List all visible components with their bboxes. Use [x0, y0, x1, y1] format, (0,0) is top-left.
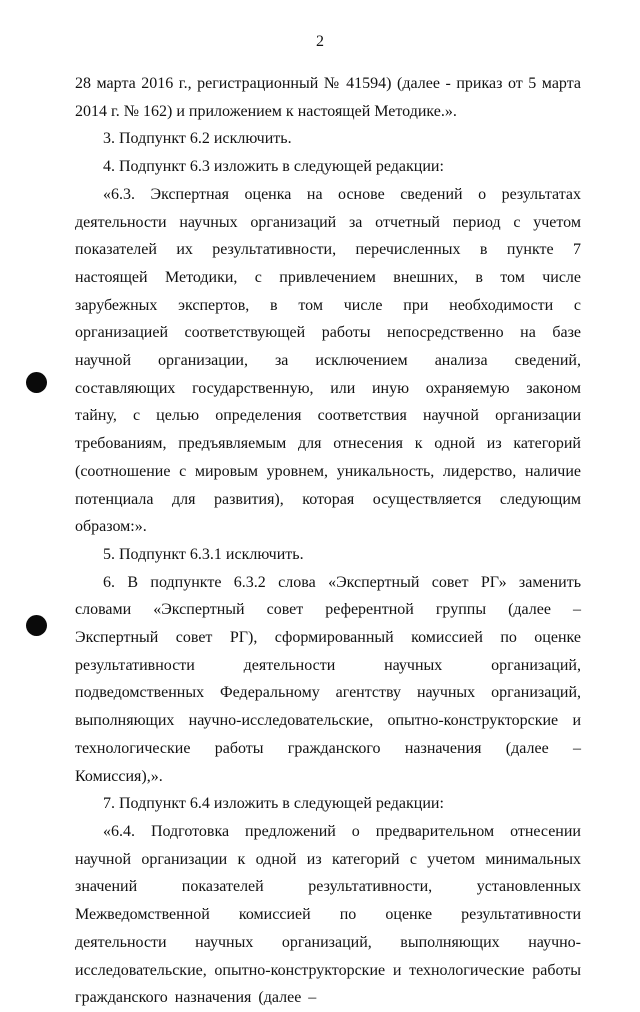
paragraph-quote-6-3: «6.3. Экспертная оценка на основе сведений о результатах деятельности научных организаций за отчетный период с учетом показателей их результативности, перечисленных в пункте 7 настоящей Методики, с привлечением внешних, в том числе зарубежных экспертов, в том числе при необходимости с организацией соответствующей работы непосредственно на базе научной организации, за исключением анализа сведений, составляющих государственную, или иную охраняемую законом тайну, с целью определения соответствия научной организации требованиям, предъявляемым для отнесения к одной из категорий (соотношение с мировым уровнем, уникальность, лидерство, наличие потенциала для развития), которая осуществляется следующим образом:».: [75, 185, 581, 536]
paragraph-item-5: 5. Подпункт 6.3.1 исключить.: [103, 545, 304, 563]
paragraph-quote-6-4: «6.4. Подготовка предложений о предварительном отнесении научной организации к одной из категорий с учетом минимальных значений показателей результативности, установленных Межведомственной комиссией по оценке результативности деятельности научных организаций, выполняющих научно-исследовательские, опытно-конструкторские и технологические работы гражданского назначения (далее –: [75, 822, 581, 1007]
document-body: [75, 70, 581, 1012]
paragraph-item-4: 4. Подпункт 6.3 изложить в следующей редакции:: [103, 158, 444, 176]
paragraph-item-7: 7. Подпункт 6.4 изложить в следующей редакции:: [103, 795, 444, 813]
paragraph-continuation: 28 марта 2016 г., регистрационный № 41594) (далее - приказ от 5 марта 2014 г. № 162) и приложением к настоящей Методике.».: [75, 75, 581, 120]
punch-hole-mark: [26, 372, 47, 393]
page-number: 2: [316, 33, 324, 50]
paragraph-item-6: 6. В подпункте 6.3.2 слова «Экспертный совет РГ» заменить словами «Экспертный совет референтной группы (далее – Экспертный совет РГ), сформированный комиссией по оценке результативности деятельности научных организаций, подведомственных Федеральному агентству научных организаций, выполняющих научно-исследовательские, опытно-конструкторские и технологические работы гражданского назначения (далее – Комиссия),».: [75, 573, 581, 785]
punch-hole-mark: [26, 615, 47, 636]
paragraph-item-3: 3. Подпункт 6.2 исключить.: [103, 130, 292, 148]
